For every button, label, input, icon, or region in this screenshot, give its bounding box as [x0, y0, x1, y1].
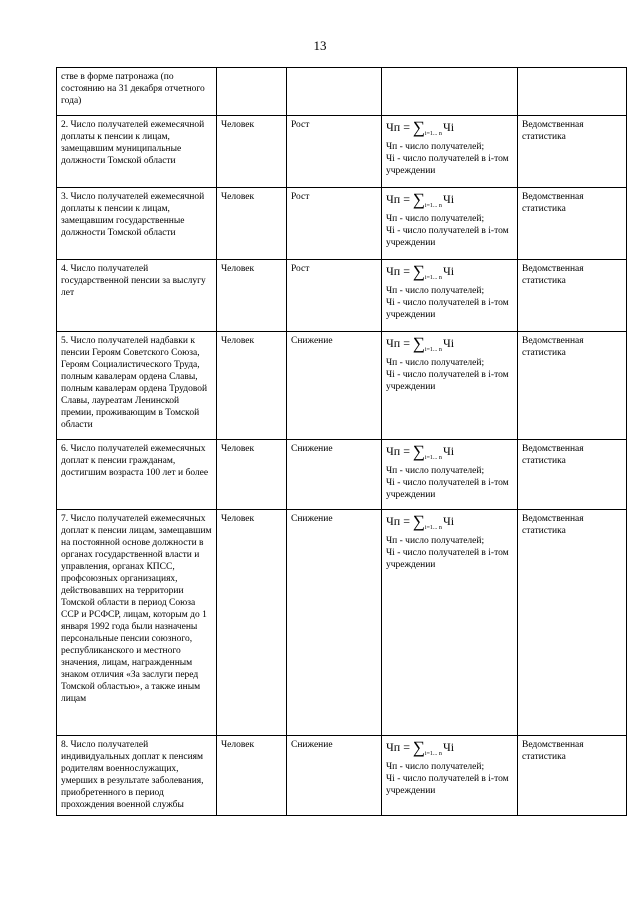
formula [386, 444, 514, 465]
formula [386, 740, 514, 761]
formula-subscript: i=1... n [424, 131, 442, 137]
formula-legend-1: Чп - число получателей; [386, 142, 485, 152]
trend-cell: Снижение [287, 440, 382, 510]
unit-cell [217, 68, 287, 116]
source-cell: Ведомственная статистика [518, 188, 627, 260]
formula-cell [382, 68, 518, 116]
formula-lhs: Чп = [386, 192, 410, 206]
formula-lhs: Чп = [386, 444, 410, 458]
formula-cell [382, 260, 518, 332]
formula-legend-1: Чп - число получателей; [386, 358, 485, 368]
formula-rhs: Чi [442, 740, 455, 754]
formula-rhs: Чi [442, 336, 455, 350]
formula-rhs: Чi [442, 120, 455, 134]
sigma-icon: ∑ [412, 262, 425, 281]
formula-subscript: i=1... n [424, 275, 442, 281]
formula-cell [382, 440, 518, 510]
sigma-icon: ∑ [412, 190, 425, 209]
formula-rhs: Чi [442, 192, 455, 206]
formula-lhs: Чп = [386, 740, 410, 754]
source-cell [518, 68, 627, 116]
formula-legend-2: Чi - число получателей в i-том учреждении [386, 478, 509, 500]
trend-cell: Рост [287, 188, 382, 260]
formula-cell [382, 116, 518, 188]
source-cell: Ведомственная статистика [518, 736, 627, 816]
formula-legend-1: Чп - число получателей; [386, 762, 485, 772]
formula-rhs: Чi [442, 514, 455, 528]
source-cell: Ведомственная статистика [518, 510, 627, 736]
formula-cell [382, 188, 518, 260]
table-row [57, 440, 627, 510]
formula-cell [382, 736, 518, 816]
table-row [57, 260, 627, 332]
page-number: 13 [313, 38, 327, 53]
unit-cell: Человек [217, 510, 287, 736]
sigma-icon: ∑ [412, 442, 425, 461]
table-row [57, 332, 627, 440]
source-cell: Ведомственная статистика [518, 332, 627, 440]
formula [386, 120, 514, 141]
unit-cell: Человек [217, 736, 287, 816]
formula-subscript: i=1... n [424, 455, 442, 461]
unit-cell: Человек [217, 440, 287, 510]
indicators-table [56, 67, 627, 816]
indicator-cell: 4. Число получателей государственной пенсии за выслугу лет [57, 260, 217, 332]
formula-legend-1: Чп - число получателей; [386, 286, 485, 296]
formula-lhs: Чп = [386, 514, 410, 528]
indicator-cell: стве в форме патронажа (по состоянию на 31 декабря отчетного года) [57, 68, 217, 116]
formula-cell [382, 510, 518, 736]
formula [386, 514, 514, 535]
sigma-icon: ∑ [412, 512, 425, 531]
formula-legend-1: Чп - число получателей; [386, 466, 485, 476]
unit-cell: Человек [217, 188, 287, 260]
formula-lhs: Чп = [386, 264, 410, 278]
formula-cell [382, 332, 518, 440]
unit-cell: Человек [217, 116, 287, 188]
indicator-cell: 5. Число получателей надбавки к пенсии Героям Советского Союза, Героям Социалистического Труда, полным кавалерам ордена Славы, полным кавалерам ордена Трудовой Славы, лауреатам Ленинской премии, проживающим в Томской области [57, 332, 217, 440]
formula-legend-1: Чп - число получателей; [386, 536, 485, 546]
trend-cell: Рост [287, 260, 382, 332]
source-cell: Ведомственная статистика [518, 440, 627, 510]
formula-legend-2: Чi - число получателей в i-том учреждении [386, 226, 509, 248]
formula-legend-2: Чi - число получателей в i-том учреждении [386, 154, 509, 176]
formula-legend-2: Чi - число получателей в i-том учреждении [386, 298, 509, 320]
indicator-cell: 2. Число получателей ежемесячной доплаты к пенсии к лицам, замещавшим муниципальные должности Томской области [57, 116, 217, 188]
source-cell: Ведомственная статистика [518, 260, 627, 332]
sigma-icon: ∑ [412, 118, 425, 137]
formula-rhs: Чi [442, 444, 455, 458]
table-row [57, 510, 627, 736]
formula [386, 336, 514, 357]
trend-cell: Снижение [287, 736, 382, 816]
indicator-cell: 3. Число получателей ежемесячной доплаты к пенсии к лицам, замещавшим государственные должности Томской области [57, 188, 217, 260]
formula-legend-2: Чi - число получателей в i-том учреждении [386, 370, 509, 392]
trend-cell: Снижение [287, 332, 382, 440]
formula-lhs: Чп = [386, 336, 410, 350]
formula-subscript: i=1... n [424, 203, 442, 209]
formula-subscript: i=1... n [424, 347, 442, 353]
formula [386, 264, 514, 285]
formula-legend-2: Чi - число получателей в i-том учреждении [386, 548, 509, 570]
trend-cell [287, 68, 382, 116]
formula [386, 192, 514, 213]
unit-cell: Человек [217, 260, 287, 332]
formula-lhs: Чп = [386, 120, 410, 134]
trend-cell: Рост [287, 116, 382, 188]
formula-legend-2: Чi - число получателей в i-том учреждении [386, 774, 509, 796]
source-cell: Ведомственная статистика [518, 116, 627, 188]
formula-legend-1: Чп - число получателей; [386, 214, 485, 224]
indicator-cell: 6. Число получателей ежемесячных доплат к пенсии гражданам, достигшим возраста 100 лет и более [57, 440, 217, 510]
table-row [57, 116, 627, 188]
sigma-icon: ∑ [412, 334, 425, 353]
indicator-cell: 7. Число получателей ежемесячных доплат к пенсии лицам, замещавшим на постоянной основе должности в органах государственной власти и управления, органах КПСС, профсоюзных организациях, действовавших на территории Томской области в период Союза ССР и РСФСР, лицам, которым до 1 января 1992 года были назначены персональные пенсии союзного, республиканского и местного значения, лицам, награжденным знаком отличия «За заслуги перед Томской областью», а также иным лицам [57, 510, 217, 736]
table-row [57, 188, 627, 260]
formula-subscript: i=1... n [424, 525, 442, 531]
table-row [57, 68, 627, 116]
table-row [57, 736, 627, 816]
indicator-cell: 8. Число получателей индивидуальных доплат к пенсиям родителям военнослужащих, умерших в результате заболевания, приобретенного в период прохождения военной службы [57, 736, 217, 816]
formula-subscript: i=1... n [424, 751, 442, 757]
unit-cell: Человек [217, 332, 287, 440]
formula-rhs: Чi [442, 264, 455, 278]
trend-cell: Снижение [287, 510, 382, 736]
sigma-icon: ∑ [412, 738, 425, 757]
